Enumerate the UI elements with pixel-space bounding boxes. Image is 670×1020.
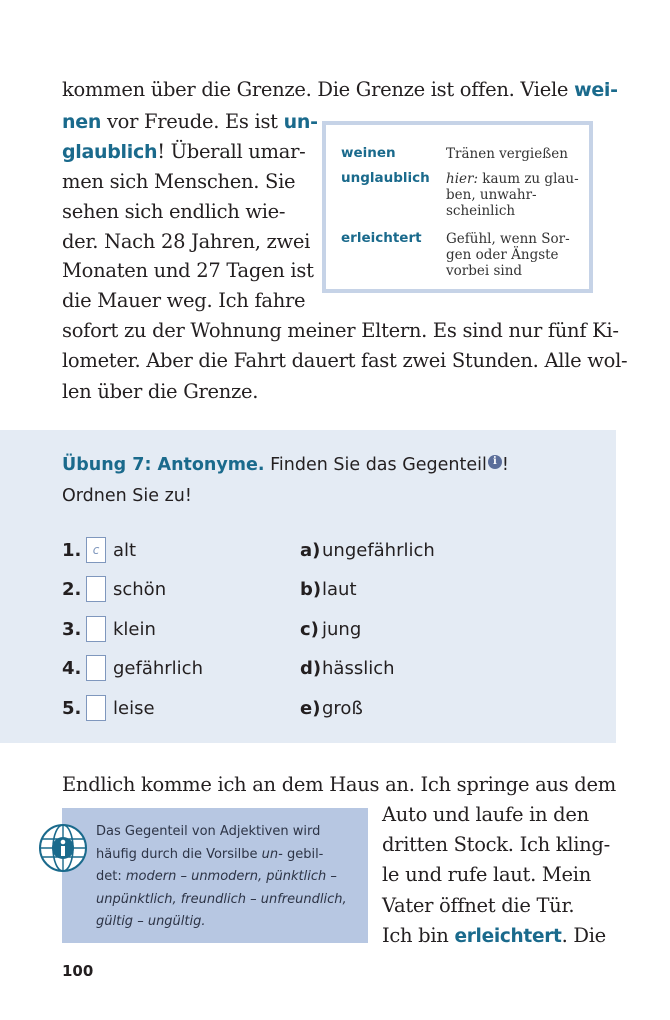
exercise-panel <box>0 430 616 743</box>
story-line: men sich Menschen. Sie <box>62 170 296 193</box>
story-line: der. Nach 28 Jahren, zwei <box>62 230 311 253</box>
exercise-label: Übung 7: Antonyme. <box>62 455 265 475</box>
glossary-definition: hier: kaum zu glau- ben, unwahr- scheinlich <box>446 171 579 219</box>
story-line: dritten Stock. Ich kling- <box>382 833 610 856</box>
globe-info-icon <box>38 823 88 873</box>
exercise-item: 3. klein c) jung <box>0 616 616 644</box>
story-line <box>62 75 618 105</box>
exercise-item: 5. leise e) groß <box>0 695 616 723</box>
info-text: Das Gegenteil von Adjektiven wird häufig durch die Vorsilbe un- gebil- det: modern – unmodern, pünktlich – unpünktlich, freundlich – unfreundlich, gültig – ungültig. <box>96 824 347 929</box>
answer-box[interactable] <box>86 576 106 602</box>
keyword-weinen: wei- <box>574 79 618 101</box>
story-line: Endlich komme ich an dem Haus an. Ich springe aus dem <box>62 773 616 796</box>
glossary-definition: Gefühl, wenn Sor- gen oder Ängste vorbei sind <box>446 231 570 279</box>
story-line: sehen sich endlich wie- <box>62 200 286 223</box>
exercise-title: Übung 7: Antonyme. Finden Sie das Gegenteil i ! Ordnen Sie zu! <box>62 455 509 506</box>
story-line: die Mauer weg. Ich fahre <box>62 289 306 312</box>
story-line: Auto und laufe in den <box>382 803 589 826</box>
story-line: Vater öffnet die Tür. <box>382 894 575 917</box>
story-line <box>62 137 305 167</box>
glossary-term: weinen <box>341 145 396 161</box>
story-line <box>62 107 318 137</box>
info-icon: i <box>488 455 502 469</box>
story-line: len über die Grenze. <box>62 380 259 403</box>
story-line: Ich bin erleichtert. Die <box>382 924 606 947</box>
story-line: Monaten und 27 Tagen ist <box>62 259 314 282</box>
glossary-definition: Tränen vergießen <box>446 146 568 162</box>
answer-box[interactable] <box>86 616 106 642</box>
glossary-term: erleichtert <box>341 230 422 246</box>
keyword-unglaublich: un- <box>283 111 318 133</box>
story-text: kommen über die Grenze. Die Grenze ist offen. Viele <box>62 78 575 101</box>
keyword-unglaublich: glaublich <box>62 141 158 163</box>
page-number: 100 <box>62 962 94 980</box>
exercise-item: 2. schön b) laut <box>0 576 616 604</box>
story-text: vor Freude. Es ist <box>101 110 284 133</box>
story-line: lometer. Aber die Fahrt dauert fast zwei Stunden. Alle wol- <box>62 349 628 372</box>
keyword-erleichtert: erleichtert <box>454 926 562 947</box>
exercise-item: 1. c alt a) ungefährlich <box>0 537 616 565</box>
story-line: sofort zu der Wohnung meiner Eltern. Es sind nur fünf Ki- <box>62 319 619 342</box>
answer-box[interactable] <box>86 655 106 681</box>
keyword-weinen: nen <box>62 111 102 133</box>
glossary-box <box>322 121 593 293</box>
exercise-item: 4. gefährlich d) hässlich <box>0 655 616 683</box>
story-text: ! Überall umar- <box>157 140 306 163</box>
glossary-term: unglaublich <box>341 170 430 186</box>
story-line: le und rufe laut. Mein <box>382 863 591 886</box>
answer-box[interactable] <box>86 695 106 721</box>
answer-box[interactable]: c <box>86 537 106 563</box>
exercise-instruction: Ordnen Sie zu! <box>62 486 192 506</box>
